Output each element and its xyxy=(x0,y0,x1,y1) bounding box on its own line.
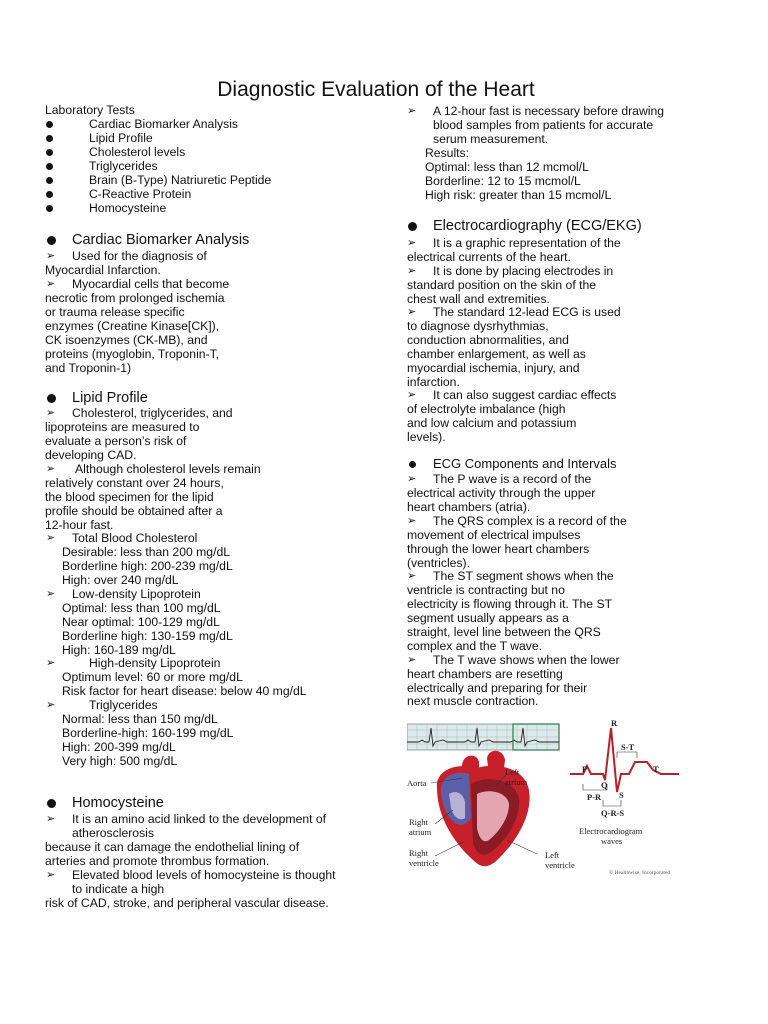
bullet-icon xyxy=(46,121,53,128)
text-line: relatively constant over 24 hours, xyxy=(45,476,224,490)
fig-label: ventricle xyxy=(545,860,575,870)
fig-label: atrium xyxy=(505,777,528,787)
right-column xyxy=(390,0,768,1024)
text-line: lipoproteins are measured to xyxy=(45,420,200,434)
text-line: Optimal: less than 12 mcmol/L xyxy=(425,160,589,174)
text-line: Risk factor for heart disease: below 40 mg/dL xyxy=(62,684,307,698)
text-line: levels). xyxy=(407,430,446,444)
text-line: through the lower heart chambers xyxy=(407,542,590,556)
text-line: profile should be obtained after a xyxy=(45,504,223,518)
components-heading: ECG Components and Intervals xyxy=(433,456,617,471)
text-line: heart chambers (atria). xyxy=(407,500,531,514)
text-line: Low-density Lipoprotein xyxy=(72,587,201,601)
text-line: Optimum level: 60 or more mg/dL xyxy=(62,670,243,684)
text-line: straight, level line between the QRS xyxy=(407,625,601,639)
text-line: A 12-hour fast is necessary before drawing xyxy=(433,104,665,118)
fig-label: atrium xyxy=(409,827,432,837)
text-line: High: 160-189 mg/dL xyxy=(62,643,176,657)
text-line: Borderline-high: 160-199 mg/dL xyxy=(62,726,234,740)
fig-label: Left xyxy=(505,767,520,777)
arrow-bullet-icon: ➢ xyxy=(407,265,417,277)
arrow-bullet-icon: ➢ xyxy=(46,532,56,544)
text-line: heart chambers are resetting xyxy=(407,667,563,681)
ecg-heading: Electrocardiography (ECG/EKG) xyxy=(433,218,642,234)
fig-label: S-T xyxy=(621,742,635,752)
text-line: The ST segment shows when the xyxy=(433,569,614,583)
arrow-bullet-icon: ➢ xyxy=(46,463,56,475)
text-line: or trauma release specific xyxy=(45,305,185,319)
text-line: electrically and preparing for their xyxy=(407,681,588,695)
arrow-bullet-icon: ➢ xyxy=(46,699,56,711)
text-line: electrical currents of the heart. xyxy=(407,250,571,264)
arrow-bullet-icon: ➢ xyxy=(46,588,56,600)
text-line: developing CAD. xyxy=(45,448,137,462)
text-line: electricity is flowing through it. The ST xyxy=(407,597,613,611)
text-line: It is a graphic representation of the xyxy=(433,236,621,250)
bullet-icon xyxy=(47,394,56,403)
text-line: Triglycerides xyxy=(89,698,158,712)
fig-label: Electrocardiogram xyxy=(579,826,643,836)
text-line: chamber enlargement, as well as xyxy=(407,347,586,361)
text-line: conduction abnormalities, and xyxy=(407,333,569,347)
text-line: of electrolyte imbalance (high xyxy=(407,402,566,416)
bullet-icon xyxy=(409,461,416,468)
text-line: CK isoenzymes (CK-MB), and xyxy=(45,333,208,347)
text-line: infarction. xyxy=(407,375,460,389)
arrow-bullet-icon: ➢ xyxy=(407,237,417,249)
text-line: movement of electrical impulses xyxy=(407,528,581,542)
arrow-bullet-icon: ➢ xyxy=(46,278,56,290)
text-line: Cholesterol, triglycerides, and xyxy=(72,406,233,420)
text-line: Normal: less than 150 mg/dL xyxy=(62,712,218,726)
text-line: Very high: 500 mg/dL xyxy=(62,754,178,768)
page-title: Diagnostic Evaluation of the Heart xyxy=(217,78,535,101)
text-line: segment usually appears as a xyxy=(407,611,569,625)
text-line: Used for the diagnosis of xyxy=(72,249,207,263)
text-line: High: 200-399 mg/dL xyxy=(62,740,176,754)
bullet-icon xyxy=(46,191,53,198)
text-line: Lipid Profile xyxy=(89,131,153,145)
bullet-icon xyxy=(47,236,56,245)
text-line: electrical activity through the upper xyxy=(407,486,596,500)
bullet-icon xyxy=(46,177,53,184)
text-line: necrotic from prolonged ischemia xyxy=(45,291,225,305)
bullet-icon xyxy=(47,799,56,808)
text-line: Optimal: less than 100 mg/dL xyxy=(62,601,221,615)
cardiac-heading: Cardiac Biomarker Analysis xyxy=(72,232,250,248)
text-line: It can also suggest cardiac effects xyxy=(433,388,617,402)
heart-ecg-figure xyxy=(407,718,697,878)
homocysteine-heading: Homocysteine xyxy=(72,795,164,811)
arrow-bullet-icon: ➢ xyxy=(46,657,56,669)
text-line: (ventricles). xyxy=(407,556,470,570)
text-line: Triglycerides xyxy=(89,159,158,173)
fig-label: Aorta xyxy=(407,778,427,788)
text-line: Borderline high: 200-239 mg/dL xyxy=(62,559,233,573)
text-line: and Troponin-1) xyxy=(45,361,132,375)
bullet-icon xyxy=(46,163,53,170)
arrow-bullet-icon: ➢ xyxy=(407,306,417,318)
text-line: Brain (B-Type) Natriuretic Peptide xyxy=(89,173,272,187)
text-line: Desirable: less than 200 mg/dL xyxy=(62,545,231,559)
text-line: Borderline high: 130-159 mg/dL xyxy=(62,629,233,643)
text-line: ventricle is contracting but no xyxy=(407,583,565,597)
lab-tests-heading: Laboratory Tests xyxy=(45,103,135,117)
text-line: next muscle contraction. xyxy=(407,694,539,708)
fig-label: Q xyxy=(601,780,608,790)
text-line: arteries and promote thrombus formation. xyxy=(45,854,270,868)
bullet-icon xyxy=(46,205,53,212)
text-line: Myocardial cells that become xyxy=(72,277,230,291)
text-line: the blood specimen for the lipid xyxy=(45,490,214,504)
arrow-bullet-icon: ➢ xyxy=(46,407,56,419)
text-line: chest wall and extremities. xyxy=(407,292,550,306)
fig-label: R xyxy=(611,718,618,728)
fig-label: S xyxy=(619,790,624,800)
fig-label: Right xyxy=(409,848,428,858)
text-line: serum measurement. xyxy=(433,132,549,146)
text-line: The P wave is a record of the xyxy=(433,472,592,486)
text-line: to diagnose dysrhythmias, xyxy=(407,319,549,333)
text-line: The QRS complex is a record of the xyxy=(433,514,627,528)
arrow-bullet-icon: ➢ xyxy=(46,813,56,825)
text-line: enzymes (Creatine Kinase[CK]), xyxy=(45,319,220,333)
arrow-bullet-icon: ➢ xyxy=(407,654,417,666)
text-line: Borderline: 12 to 15 mcmol/L xyxy=(425,174,581,188)
text-line: Total Blood Cholesterol xyxy=(72,531,198,545)
text-line: to indicate a high xyxy=(72,882,165,896)
text-line: Elevated blood levels of homocysteine is thought xyxy=(72,868,336,882)
fig-label: ventricle xyxy=(409,858,439,868)
fig-label: Left xyxy=(545,850,560,860)
text-line: Although cholesterol levels remain xyxy=(75,462,261,476)
ecg-strip xyxy=(407,724,559,750)
arrow-bullet-icon: ➢ xyxy=(407,570,417,582)
text-line: High-density Lipoprotein xyxy=(89,656,221,670)
arrow-bullet-icon: ➢ xyxy=(407,515,417,527)
arrow-bullet-icon: ➢ xyxy=(407,473,417,485)
text-line: C-Reactive Protein xyxy=(89,187,192,201)
arrow-bullet-icon: ➢ xyxy=(46,250,56,262)
text-line: Homocysteine xyxy=(89,201,167,215)
fig-label: P-R xyxy=(587,792,602,802)
text-line: High risk: greater than 15 mcmol/L xyxy=(425,188,612,202)
text-line: blood samples from patients for accurate xyxy=(433,118,654,132)
fig-label: Q-R-S xyxy=(601,808,625,818)
text-line: evaluate a person’s risk of xyxy=(45,434,187,448)
text-line: myocardial ischemia, injury, and xyxy=(407,361,580,375)
text-line: atherosclerosis xyxy=(72,826,154,840)
text-line: 12-hour fast. xyxy=(45,518,114,532)
text-line: because it can damage the endothelial lining of xyxy=(45,840,300,854)
fig-label: P xyxy=(582,764,588,774)
text-line: Cholesterol levels xyxy=(89,145,186,159)
text-line: Cardiac Biomarker Analysis xyxy=(89,117,239,131)
bullet-icon xyxy=(408,222,417,231)
fig-label: © Healthwise, Incorporated xyxy=(609,870,671,876)
text-line: risk of CAD, stroke, and peripheral vascular disease. xyxy=(45,896,329,910)
text-line: The T wave shows when the lower xyxy=(433,653,620,667)
bullet-icon xyxy=(46,149,53,156)
text-line: It is an amino acid linked to the development of xyxy=(72,812,327,826)
text-line: The standard 12-lead ECG is used xyxy=(433,305,621,319)
arrow-bullet-icon: ➢ xyxy=(407,105,417,117)
fig-label: Right xyxy=(409,817,428,827)
text-line: standard position on the skin of the xyxy=(407,278,597,292)
bullet-icon xyxy=(46,135,53,142)
text-line: High: over 240 mg/dL xyxy=(62,573,179,587)
fig-label: T xyxy=(653,764,659,774)
text-line: and low calcium and potassium xyxy=(407,416,577,430)
text-line: Results: xyxy=(425,146,470,160)
text-line: It is done by placing electrodes in xyxy=(433,264,614,278)
text-line: proteins (myoglobin, Troponin-T, xyxy=(45,347,220,361)
text-line: Myocardial Infarction. xyxy=(45,263,161,277)
arrow-bullet-icon: ➢ xyxy=(46,869,56,881)
lipid-heading: Lipid Profile xyxy=(72,390,148,406)
fig-label: waves xyxy=(601,836,623,846)
text-line: complex and the T wave. xyxy=(407,639,543,653)
arrow-bullet-icon: ➢ xyxy=(407,389,417,401)
text-line: Near optimal: 100-129 mg/dL xyxy=(62,615,220,629)
